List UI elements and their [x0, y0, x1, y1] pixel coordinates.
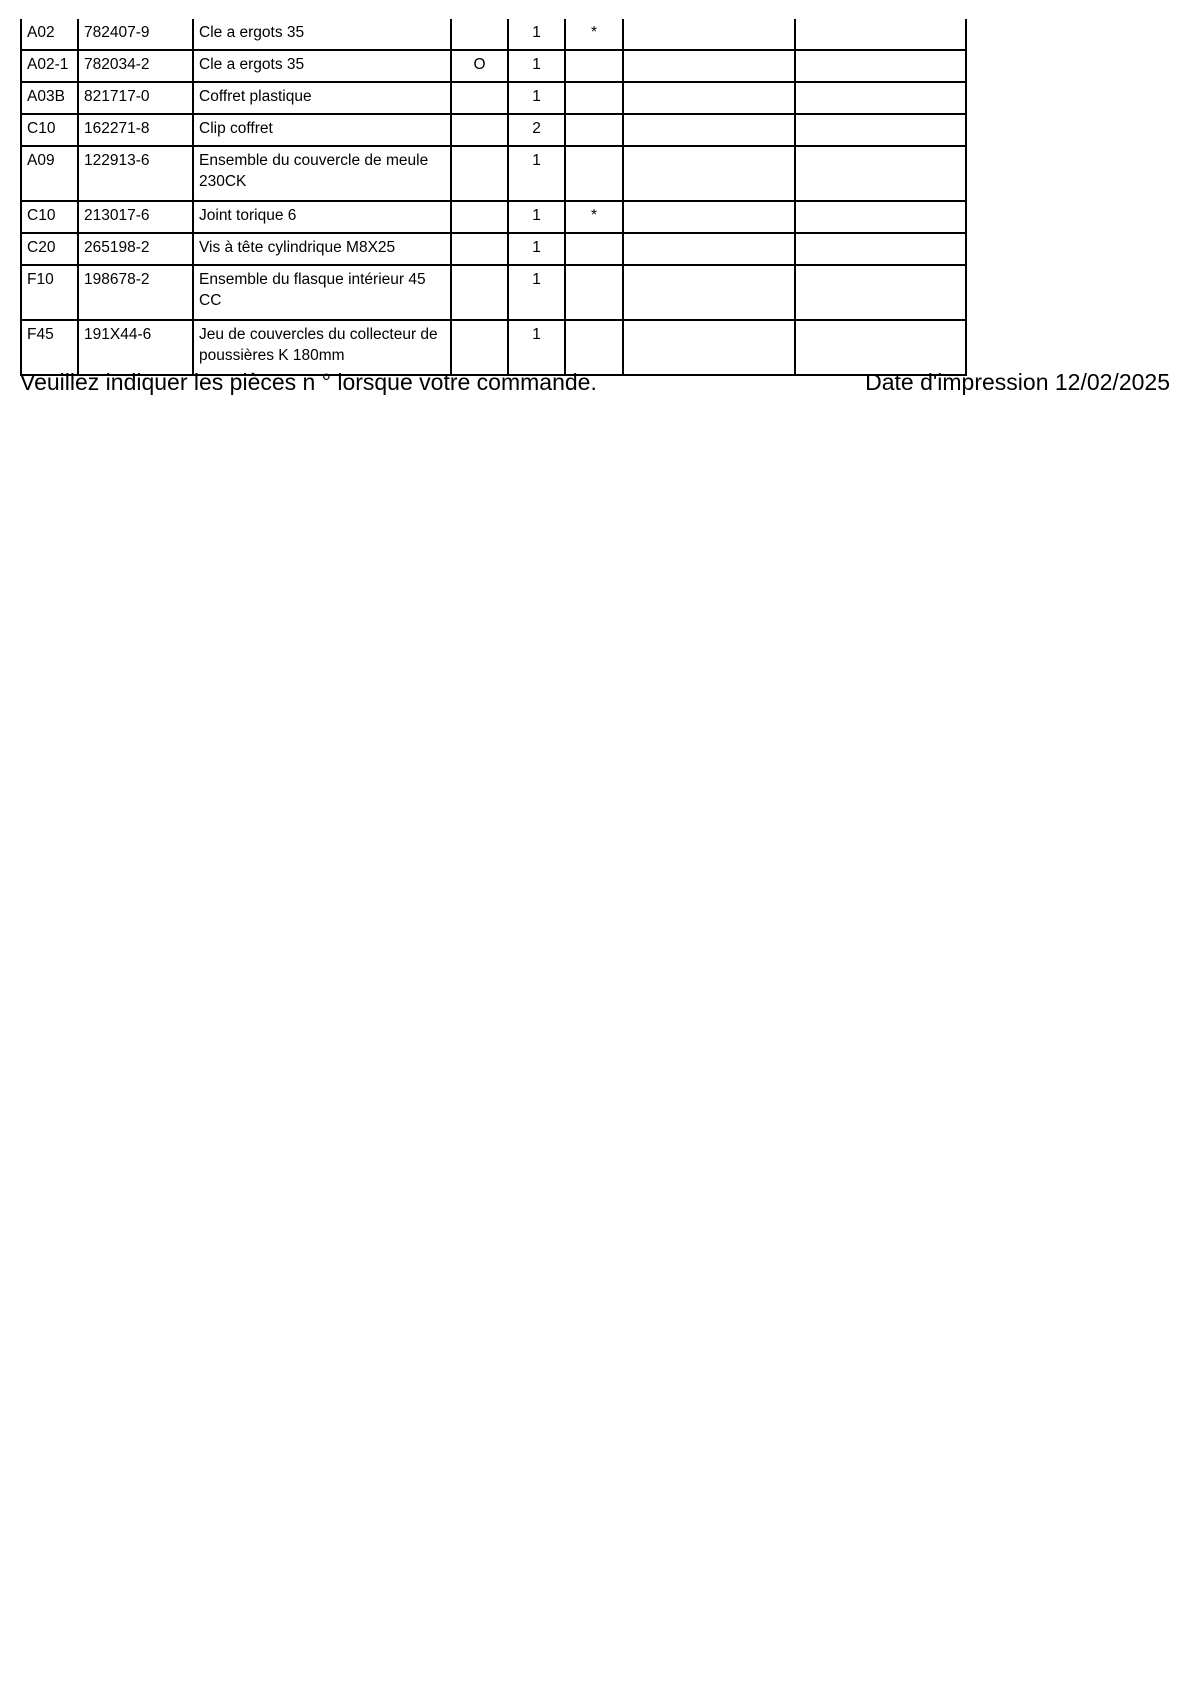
- table-row: [21, 320, 966, 375]
- option-cell: [451, 201, 508, 233]
- blank-cell: [623, 146, 795, 201]
- blank-cell: [623, 320, 795, 375]
- blank-cell: [795, 320, 966, 375]
- description-cell: Ensemble du couvercle de meule 230CK: [193, 146, 451, 201]
- note-cell: [565, 50, 623, 82]
- blank-cell: [623, 50, 795, 82]
- blank-cell: [795, 201, 966, 233]
- description-cell: Vis à tête cylindrique M8X25: [193, 233, 451, 265]
- blank-cell: [623, 201, 795, 233]
- blank-cell: [795, 233, 966, 265]
- description-cell: Clip coffret: [193, 114, 451, 146]
- quantity-cell: 1: [508, 320, 565, 375]
- blank-cell: [795, 114, 966, 146]
- description-cell: Jeu de couvercles du collecteur de poussières K 180mm: [193, 320, 451, 375]
- note-cell: [565, 82, 623, 114]
- description-cell: Cle a ergots 35: [193, 19, 451, 50]
- option-cell: [451, 233, 508, 265]
- part-number-cell: 122913-6: [78, 146, 193, 201]
- option-cell: [451, 265, 508, 320]
- table-row: [21, 233, 966, 265]
- parts-table: [20, 19, 967, 376]
- blank-cell: [623, 19, 795, 50]
- print-date: Date d'impression 12/02/2025: [865, 369, 1170, 395]
- description-cell: Cle a ergots 35: [193, 50, 451, 82]
- table-row: [21, 146, 966, 201]
- description-cell: Joint torique 6: [193, 201, 451, 233]
- table-row: [21, 201, 966, 233]
- part-number-cell: 782034-2: [78, 50, 193, 82]
- option-cell: [451, 320, 508, 375]
- note-cell: [565, 320, 623, 375]
- ref-cell: A03B: [21, 82, 78, 114]
- ref-cell: C10: [21, 201, 78, 233]
- blank-cell: [795, 265, 966, 320]
- table-row: [21, 82, 966, 114]
- order-instruction: Veuillez indiquer les pièces n ° lorsque votre commande.: [20, 369, 597, 395]
- quantity-cell: 2: [508, 114, 565, 146]
- quantity-cell: 1: [508, 201, 565, 233]
- blank-cell: [623, 265, 795, 320]
- note-cell: *: [565, 19, 623, 50]
- ref-cell: F45: [21, 320, 78, 375]
- description-cell: Ensemble du flasque intérieur 45 CC: [193, 265, 451, 320]
- table-row: [21, 114, 966, 146]
- quantity-cell: 1: [508, 265, 565, 320]
- parts-table-body: [21, 19, 966, 375]
- ref-cell: A02: [21, 19, 78, 50]
- option-cell: [451, 82, 508, 114]
- ref-cell: A02-1: [21, 50, 78, 82]
- blank-cell: [795, 50, 966, 82]
- ref-cell: C10: [21, 114, 78, 146]
- quantity-cell: 1: [508, 50, 565, 82]
- option-cell: [451, 146, 508, 201]
- note-cell: [565, 233, 623, 265]
- part-number-cell: 198678-2: [78, 265, 193, 320]
- part-number-cell: 821717-0: [78, 82, 193, 114]
- blank-cell: [623, 233, 795, 265]
- note-cell: [565, 114, 623, 146]
- part-number-cell: 213017-6: [78, 201, 193, 233]
- option-cell: O: [451, 50, 508, 82]
- quantity-cell: 1: [508, 82, 565, 114]
- part-number-cell: 265198-2: [78, 233, 193, 265]
- ref-cell: F10: [21, 265, 78, 320]
- blank-cell: [623, 114, 795, 146]
- part-number-cell: 782407-9: [78, 19, 193, 50]
- blank-cell: [623, 82, 795, 114]
- ref-cell: C20: [21, 233, 78, 265]
- part-number-cell: 191X44-6: [78, 320, 193, 375]
- table-row: [21, 50, 966, 82]
- blank-cell: [795, 19, 966, 50]
- blank-cell: [795, 82, 966, 114]
- blank-cell: [795, 146, 966, 201]
- table-row: [21, 19, 966, 50]
- part-number-cell: 162271-8: [78, 114, 193, 146]
- note-cell: [565, 146, 623, 201]
- table-row: [21, 265, 966, 320]
- option-cell: [451, 114, 508, 146]
- note-cell: *: [565, 201, 623, 233]
- quantity-cell: 1: [508, 233, 565, 265]
- description-cell: Coffret plastique: [193, 82, 451, 114]
- note-cell: [565, 265, 623, 320]
- ref-cell: A09: [21, 146, 78, 201]
- quantity-cell: 1: [508, 146, 565, 201]
- quantity-cell: 1: [508, 19, 565, 50]
- option-cell: [451, 19, 508, 50]
